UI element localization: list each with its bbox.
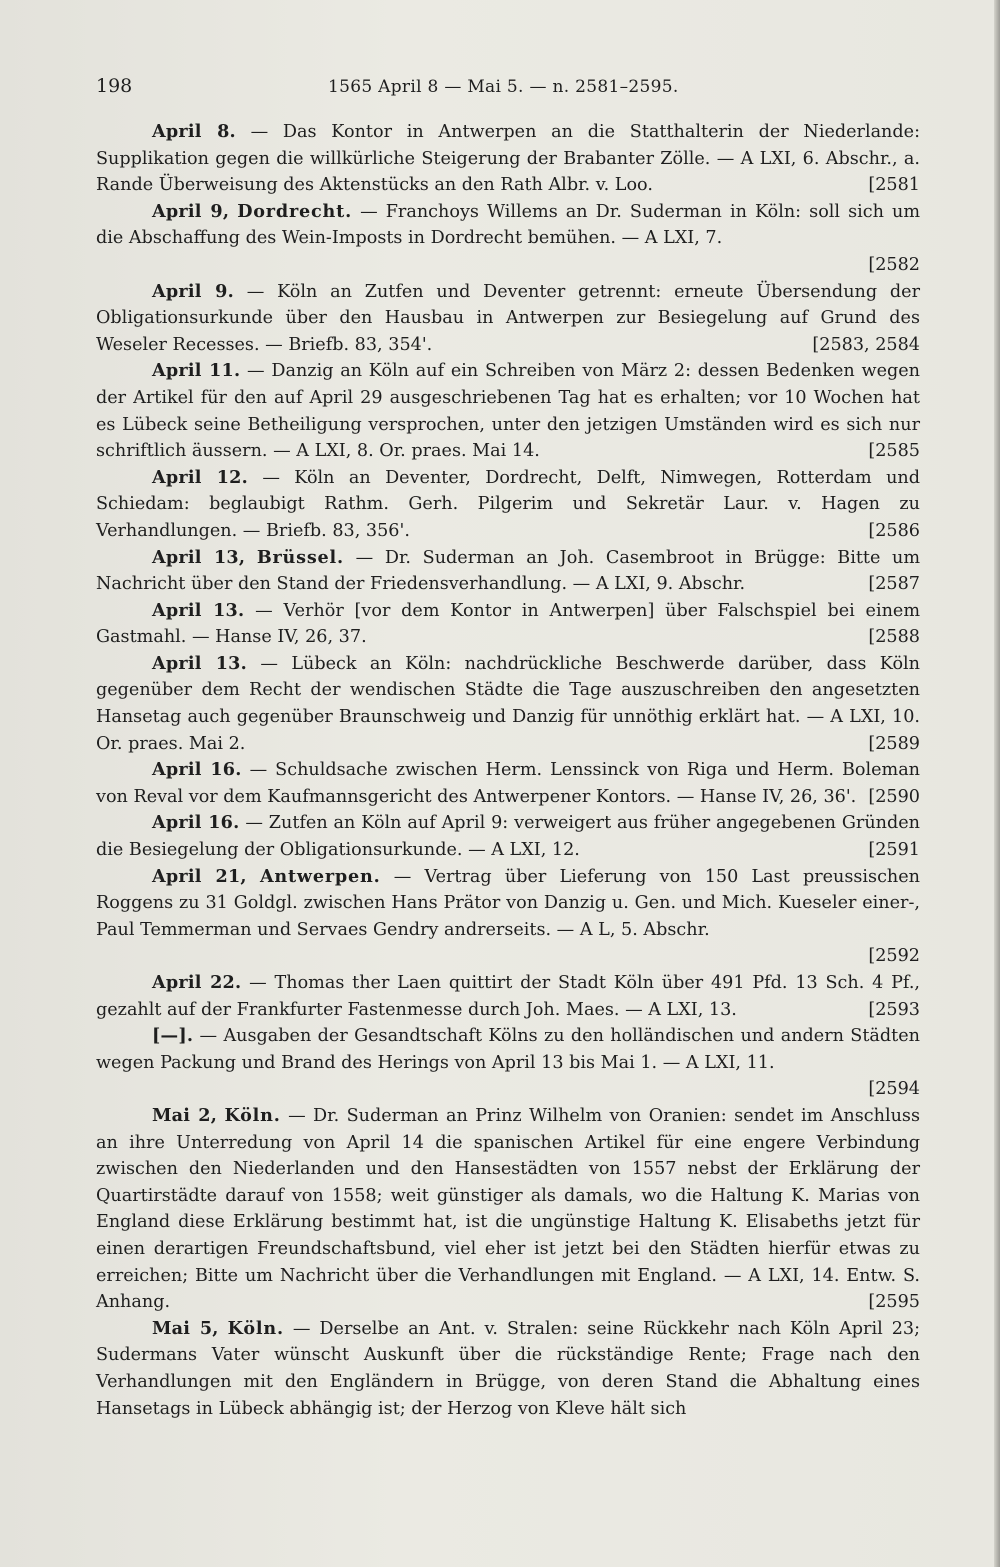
entry-text: — Köln an Deventer, Dordrecht, Delft, Nimwegen, Rotterdam und Schiedam: beglaubigt Rathm. Gerh. Pilgerim und Sekretär Laur. v. Hagen zu Verhandlungen. — Briefb. 83, 356'. <box>96 467 921 541</box>
entry-date: April 13. <box>152 652 247 674</box>
page-number: 198 <box>96 75 133 97</box>
entry-number: [2582 <box>868 254 920 275</box>
entry-place: Antwerpen. <box>259 865 381 887</box>
entry-list <box>96 119 920 1422</box>
entry-text: — Verhör [vor dem Kontor in Antwerpen] über Falschspiel bei einem Gastmahl. — Hanse IV, 26, 37. <box>96 600 920 648</box>
entry-text: — Franchoys Willems an Dr. Suderman in Köln: soll sich um die Abschaffung des Wein-Imposts in Dordrecht bemühen. — A LXI, 7. <box>96 201 921 249</box>
entry-number: [2587 <box>868 574 920 595</box>
entry-text: — Derselbe an Ant. v. Stralen: seine Rückkehr nach Köln April 23; Sudermans Vater wünscht Auskunft über die rückständige Rente; Frage nach den Verhandlungen mit den Engländern in Brügge, von deren Stand die Abhaltung eines Hansetags in Lübeck abhängig ist; der Herzog von Kleve hält sich <box>96 1318 921 1419</box>
entry-2589 <box>96 651 920 757</box>
entry-number: [2588 <box>868 627 920 648</box>
entry-number: [2594 <box>868 1079 920 1100</box>
entry-date: Mai 5, <box>152 1317 219 1339</box>
entry-2593 <box>96 970 920 1023</box>
entry-2590 <box>96 757 920 810</box>
entry-place: Brüssel. <box>256 546 344 568</box>
entry-date: April 11. <box>152 360 241 382</box>
entry-text: — Schuldsache zwischen Herm. Lenssinck von Riga und Herm. Boleman von Reval vor dem Kaufmannsgericht des Antwerpener Kontors. — Hanse IV, 26, 36'. <box>96 760 921 807</box>
entry-2581 <box>96 119 920 199</box>
entry-date: April 8. <box>152 121 236 142</box>
entry-number: [2592 <box>868 946 920 967</box>
entry-number: [2581 <box>868 175 920 196</box>
entry-number: [2591 <box>868 840 920 861</box>
entry-number: [2583, 2584 <box>812 334 920 355</box>
entry-text: — Lübeck an Köln: nachdrückliche Beschwerde darüber, dass Köln gegenüber dem Recht der wendischen Städte die Tage auszuschreiben den angesetzten Hansetag auch gegenüber Braunschweig und Danzig für unnöthig erklärt hat. — A LXI, 10. Or. praes. Mai 2. <box>96 653 921 754</box>
entry-2587 <box>96 545 920 598</box>
entry-date: April 12. <box>152 466 248 488</box>
entry-date: April 13, <box>152 546 246 568</box>
entry-text: — Vertrag über Lieferung von 150 Last preussischen Roggens zu 31 Goldgl. zwischen Hans Prätor von Danzig u. Gen. und Mich. Kueseler einer-, Paul Temmerman und Servaes Gendry andrerseits. — A L, 5. Abschr. <box>96 866 921 940</box>
entry-2585 <box>96 358 920 464</box>
entry-2588 <box>96 598 920 651</box>
running-head: 1565 April 8 — Mai 5. — n. 2581–2595. <box>328 77 679 97</box>
entry-text: — Ausgaben der Gesandtschaft Kölns zu den holländischen und andern Städten wegen Packung und Brand des Herings von April 13 bis Mai 1. — A LXI, 11. <box>96 1026 920 1073</box>
entry-number: [2590 <box>868 786 920 807</box>
entry-date: April 9. <box>152 280 234 302</box>
page-header <box>96 75 920 105</box>
entry-date: [—]. <box>152 1025 194 1047</box>
entry-2583-2584 <box>96 279 920 359</box>
entry-2591 <box>96 810 920 863</box>
entry-date: April 21, <box>152 865 247 887</box>
entry-2586 <box>96 465 920 545</box>
entry-place: Köln. <box>224 1104 281 1126</box>
entry-text: — Zutfen an Köln auf April 9: verweigert aus früher angegebenen Gründen die Besiegelung der Obligationsurkunde. — A LXI, 12. <box>96 813 920 861</box>
entry-number: [2585 <box>868 441 920 462</box>
entry-text: — Thomas ther Laen quittirt der Stadt Köln über 491 Pfd. 13 Sch. 4 Pf., gezahlt auf der Frankfurter Fastenmesse durch Joh. Maes. — A LXI, 13. <box>96 973 920 1020</box>
entry-date: Mai 2, <box>152 1104 218 1126</box>
entry-date: April 13. <box>152 599 245 621</box>
entry-text: — Köln an Zutfen und Deventer getrennt: erneute Übersendung der Obligationsurkunde über den Hausbau in Antwerpen zur Besiegelung auf Grund des Weseler Recesses. — Briefb. 83, 354'. <box>96 281 920 355</box>
entry-text: — Dr. Suderman an Prinz Wilhelm von Oranien: sendet im Anschluss an ihre Unterredung von April 14 die spanischen Artikel für eine engere Verbindung zwischen den Niederlanden und den Hansestädten von 1557 nebst der Erklärung der Quartirstädte darauf von 1558; weit günstiger als damals, wo die Haltung K. Marias von England diese Erklärung bestimmt hat, ist die ungünstige Haltung K. Elisabeths jetzt für einen derartigen Freundschaftsbund, viel eher ist jetzt bei den Städten hierfür etwas zu erreichen; Bitte um Nachricht über die Verhandlungen mit England. — A LXI, 14. Entw. S. Anhang. <box>96 1105 920 1313</box>
entry-2582 <box>96 199 920 279</box>
entry-text: — Danzig an Köln auf ein Schreiben von März 2: dessen Bedenken wegen der Artikel für den auf April 29 ausgeschriebenen Tag hat es erhalten; vor 10 Wochen hat es Lübeck seine Betheiligung versprochen, unter den jetzigen Umständen wird es sich nur schriftlich äussern. — A LXI, 8. Or. praes. Mai 14. <box>96 361 920 462</box>
entry-place: Dordrecht. <box>237 200 353 222</box>
entry-2595 <box>96 1103 920 1316</box>
entry-date: April 16. <box>152 812 240 834</box>
entry-2592 <box>96 864 920 970</box>
entry-date: April 9, <box>152 200 230 222</box>
entry-place: Köln. <box>227 1317 284 1339</box>
entry-2596 <box>96 1316 920 1422</box>
entry-number: [2586 <box>868 520 920 541</box>
entry-date: April 16. <box>152 759 242 781</box>
page-edge-shadow <box>994 0 1000 1567</box>
entry-number: [2589 <box>868 733 920 754</box>
entry-2594 <box>96 1023 920 1103</box>
entry-number: [2595 <box>868 1292 920 1313</box>
entry-number: [2593 <box>868 999 920 1020</box>
entry-text: — Das Kontor in Antwerpen an die Statthalterin der Niederlande: Supplikation gegen die willkürliche Steigerung der Brabanter Zölle. — A LXI, 6. Abschr., a. Rande Überweisung des Aktenstücks an den Rath Albr. v. Loo. <box>96 122 920 196</box>
entry-text: — Dr. Suderman an Joh. Casembroot in Brügge: Bitte um Nachricht über den Stand der Friedensverhandlung. — A LXI, 9. Abschr. <box>96 547 921 595</box>
entry-date: April 22. <box>152 972 242 993</box>
